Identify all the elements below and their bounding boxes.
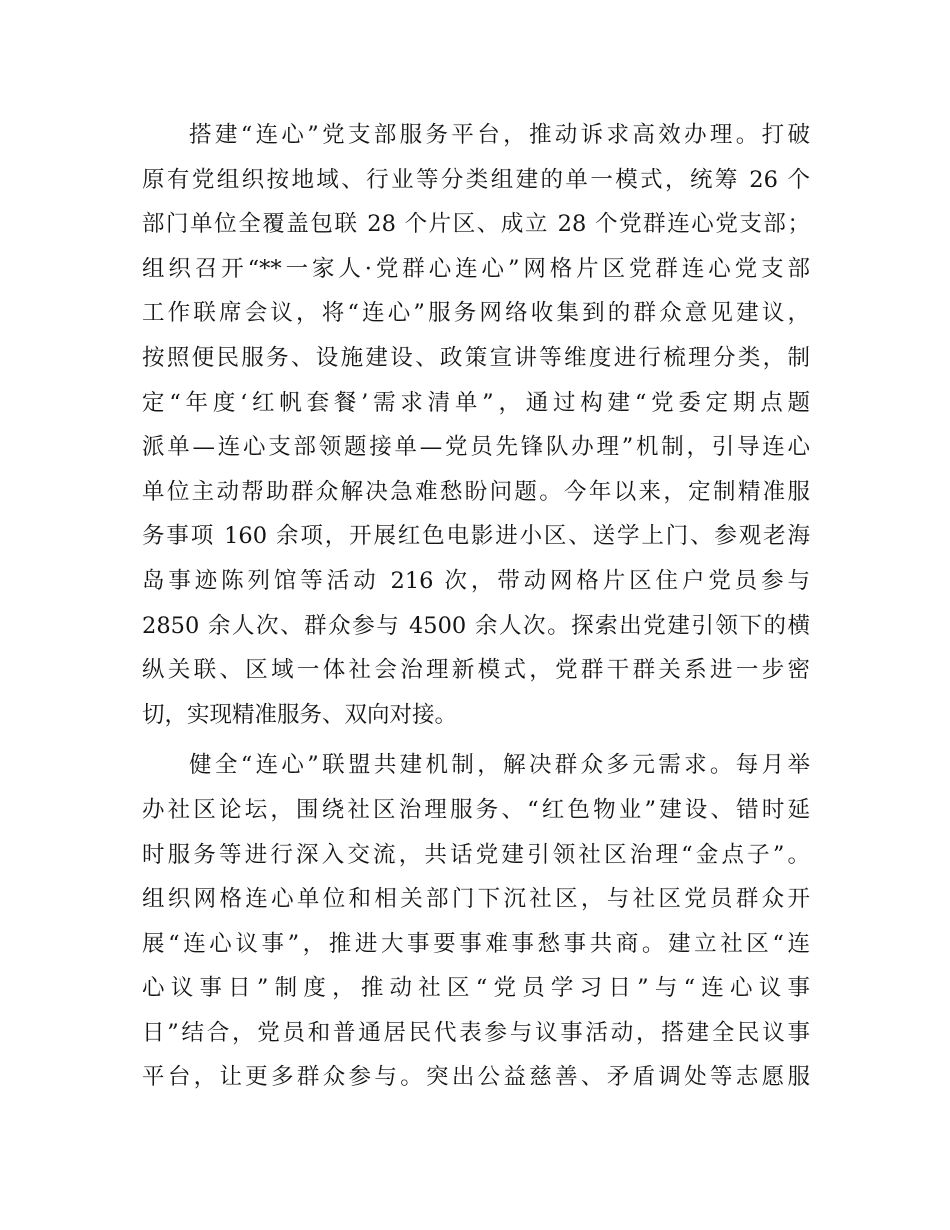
text-line: 2850 余人次、群众参与 4500 余人次。探索出党建引领下的横 (142, 612, 810, 639)
text-line: 搭建“连心”党支部服务平台，推动诉求高效办理。打破 (189, 122, 810, 148)
paragraph-2 (142, 743, 810, 1100)
text-line: 展“连心议事”，推进大事要事难事愁事共商。建立社区“连 (142, 930, 810, 957)
text-line: 岛事迹陈列馆等活动 216 次，带动网格片区住户党员参与 (142, 567, 810, 594)
text-line: 工作联席会议，将“连心”服务网络收集到的群众意见建议， (142, 300, 810, 327)
text-line: 单位主动帮助群众解决急难愁盼问题。今年以来，定制精准服 (142, 478, 810, 505)
document-body (142, 113, 810, 1100)
text-line: 日”结合，党员和普通居民代表参与议事活动，搭建全民议事 (142, 1019, 810, 1046)
text-line: 办社区论坛，围绕社区治理服务、“红色物业”建设、错时延 (142, 796, 810, 823)
text-line: 定“年度‘红帆套餐’需求清单”，通过构建“党委定期点题 (142, 389, 810, 416)
text-line: 原有党组织按地域、行业等分类组建的单一模式，统筹 26 个 (142, 166, 810, 193)
text-line: 务事项 160 余项，开展红色电影进小区、送学上门、参观老海 (142, 523, 810, 550)
text-line: 切，实现精准服务、双向对接。 (142, 701, 458, 728)
text-line: 心议事日”制度，推动社区“党员学习日”与“连心议事 (142, 975, 810, 1002)
text-line: 组织网格连心单位和相关部门下沉社区，与社区党员群众开 (142, 886, 810, 913)
text-line: 部门单位全覆盖包联 28 个片区、成立 28 个党群连心党支部； (142, 211, 810, 238)
paragraph-1 (142, 113, 810, 737)
text-line: 组织召开“**一家人·党群心连心”网格片区党群连心党支部 (142, 255, 810, 282)
text-line: 纵关联、区域一体社会治理新模式，党群干群关系进一步密 (142, 657, 810, 684)
text-line: 健全“连心”联盟共建机制，解决群众多元需求。每月举 (189, 752, 810, 779)
text-line: 平台，让更多群众参与。突出公益慈善、矛盾调处等志愿服 (142, 1064, 810, 1091)
text-line: 按照便民服务、设施建设、政策宣讲等维度进行梳理分类，制 (142, 344, 810, 371)
text-line: 时服务等进行深入交流，共话党建引领社区治理“金点子”。 (142, 841, 810, 868)
text-line: 派单—连心支部领题接单—党员先锋队办理”机制，引导连心 (142, 434, 810, 461)
